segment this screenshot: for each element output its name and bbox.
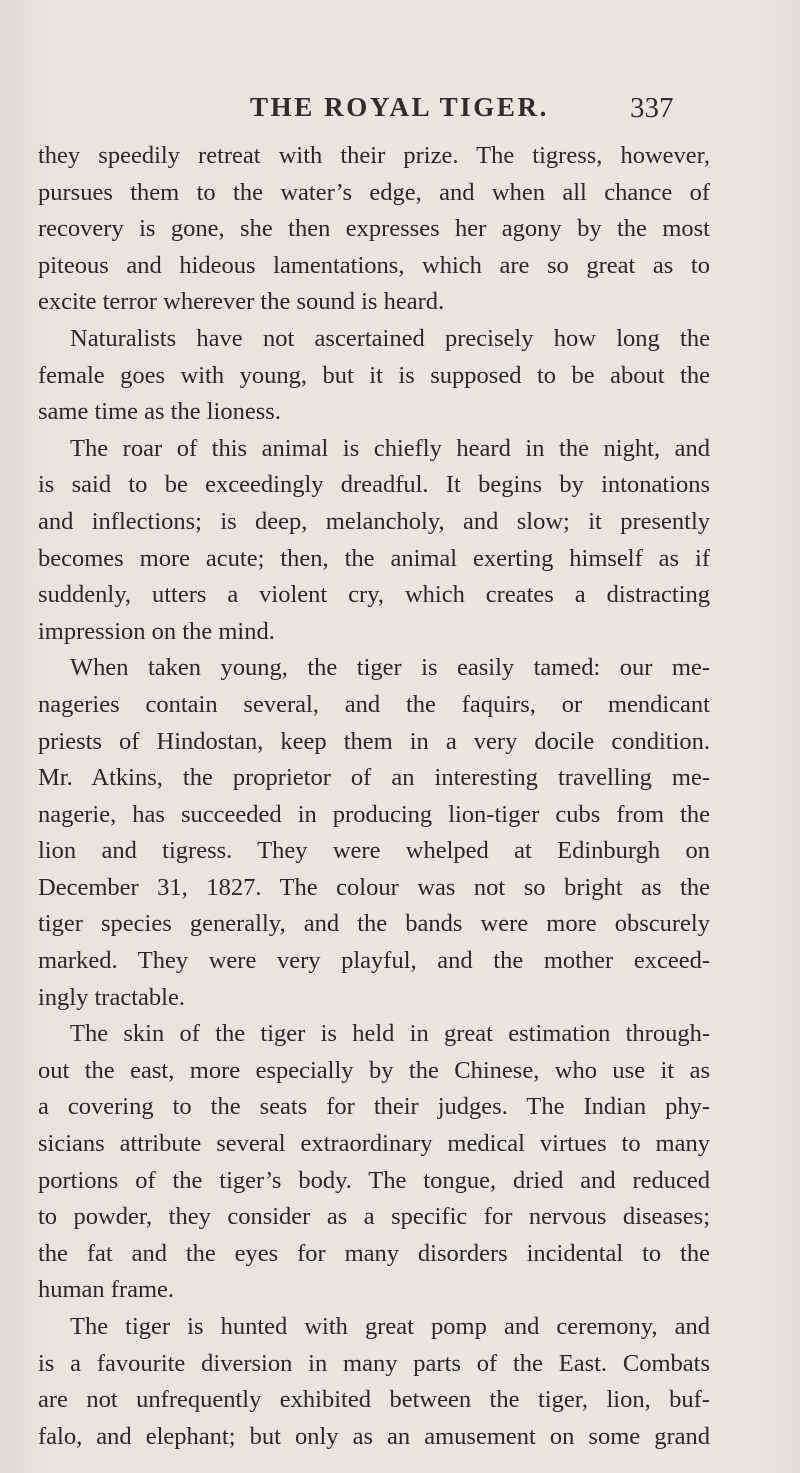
text-line: The skin of the tiger is held in great estimation through- bbox=[70, 1020, 710, 1048]
text-line: sicians attribute several extraordinary medical virtues to many bbox=[38, 1130, 710, 1158]
text-line: impression on the mind. bbox=[38, 617, 275, 645]
text-line: The roar of this animal is chiefly heard in the night, and bbox=[70, 434, 710, 462]
text-line: are not unfrequently exhibited between the tiger, lion, buf- bbox=[38, 1386, 710, 1414]
text-line: recovery is gone, she then expresses her agony by the most bbox=[38, 215, 710, 243]
text-line: out the east, more especially by the Chinese, who use it as bbox=[38, 1056, 710, 1084]
text-line: human frame. bbox=[38, 1276, 175, 1304]
text-line: Naturalists have not ascertained precisely how long the bbox=[70, 324, 710, 352]
text-line: December 31, 1827. The colour was not so bright as the bbox=[38, 873, 710, 901]
text-line: same time as the lioness. bbox=[38, 398, 281, 426]
text-line: marked. They were very playful, and the mother exceed- bbox=[38, 947, 710, 975]
text-line: is a favourite diversion in many parts of the East. Combats bbox=[38, 1349, 710, 1377]
text-line: suddenly, utters a violent cry, which creates a distracting bbox=[38, 581, 710, 609]
running-head bbox=[0, 92, 800, 132]
text-line: pursues them to the water’s edge, and when all chance of bbox=[38, 178, 710, 206]
text-line: When taken young, the tiger is easily tamed: our me- bbox=[70, 654, 710, 682]
text-line: The tiger is hunted with great pomp and ceremony, and bbox=[70, 1313, 710, 1340]
text-line: ingly tractable. bbox=[38, 983, 185, 1011]
text-line: nageries contain several, and the faquirs, or mendicant bbox=[38, 690, 710, 718]
text-line: piteous and hideous lamentations, which are so great as to bbox=[38, 251, 710, 279]
text-line: portions of the tiger’s body. The tongue, dried and reduced bbox=[38, 1166, 710, 1194]
running-head-title: THE ROYAL TIGER. bbox=[250, 92, 549, 122]
body-text bbox=[38, 138, 710, 1455]
text-line: female goes with young, but it is supposed to be about the bbox=[38, 361, 710, 389]
text-line: becomes more acute; then, the animal exerting himself as if bbox=[38, 544, 710, 572]
text-line: and inflections; is deep, melancholy, and slow; it presently bbox=[38, 507, 710, 535]
text-line: nagerie, has succeeded in producing lion-tiger cubs from the bbox=[38, 800, 710, 828]
text-line: Mr. Atkins, the proprietor of an interesting travelling me- bbox=[38, 764, 710, 792]
text-line: is said to be exceedingly dreadful. It begins by intonations bbox=[38, 471, 710, 499]
page-number: 337 bbox=[630, 92, 674, 124]
text-line: lion and tigress. They were whelped at Edinburgh on bbox=[38, 837, 710, 865]
text-line: tiger species generally, and the bands were more obscurely bbox=[38, 910, 710, 938]
text-line: the fat and the eyes for many disorders incidental to the bbox=[38, 1239, 710, 1267]
text-line: to powder, they consider as a specific for nervous diseases; bbox=[38, 1203, 710, 1231]
text-line: a covering to the seats for their judges. The Indian phy- bbox=[38, 1093, 710, 1121]
text-line: priests of Hindostan, keep them in a very docile condition. bbox=[38, 727, 710, 755]
text-line: excite terror wherever the sound is heard. bbox=[38, 288, 445, 316]
text-line: falo, and elephant; but only as an amusement on some grand bbox=[38, 1422, 710, 1450]
text-line: they speedily retreat with their prize. The tigress, however, bbox=[38, 142, 710, 169]
